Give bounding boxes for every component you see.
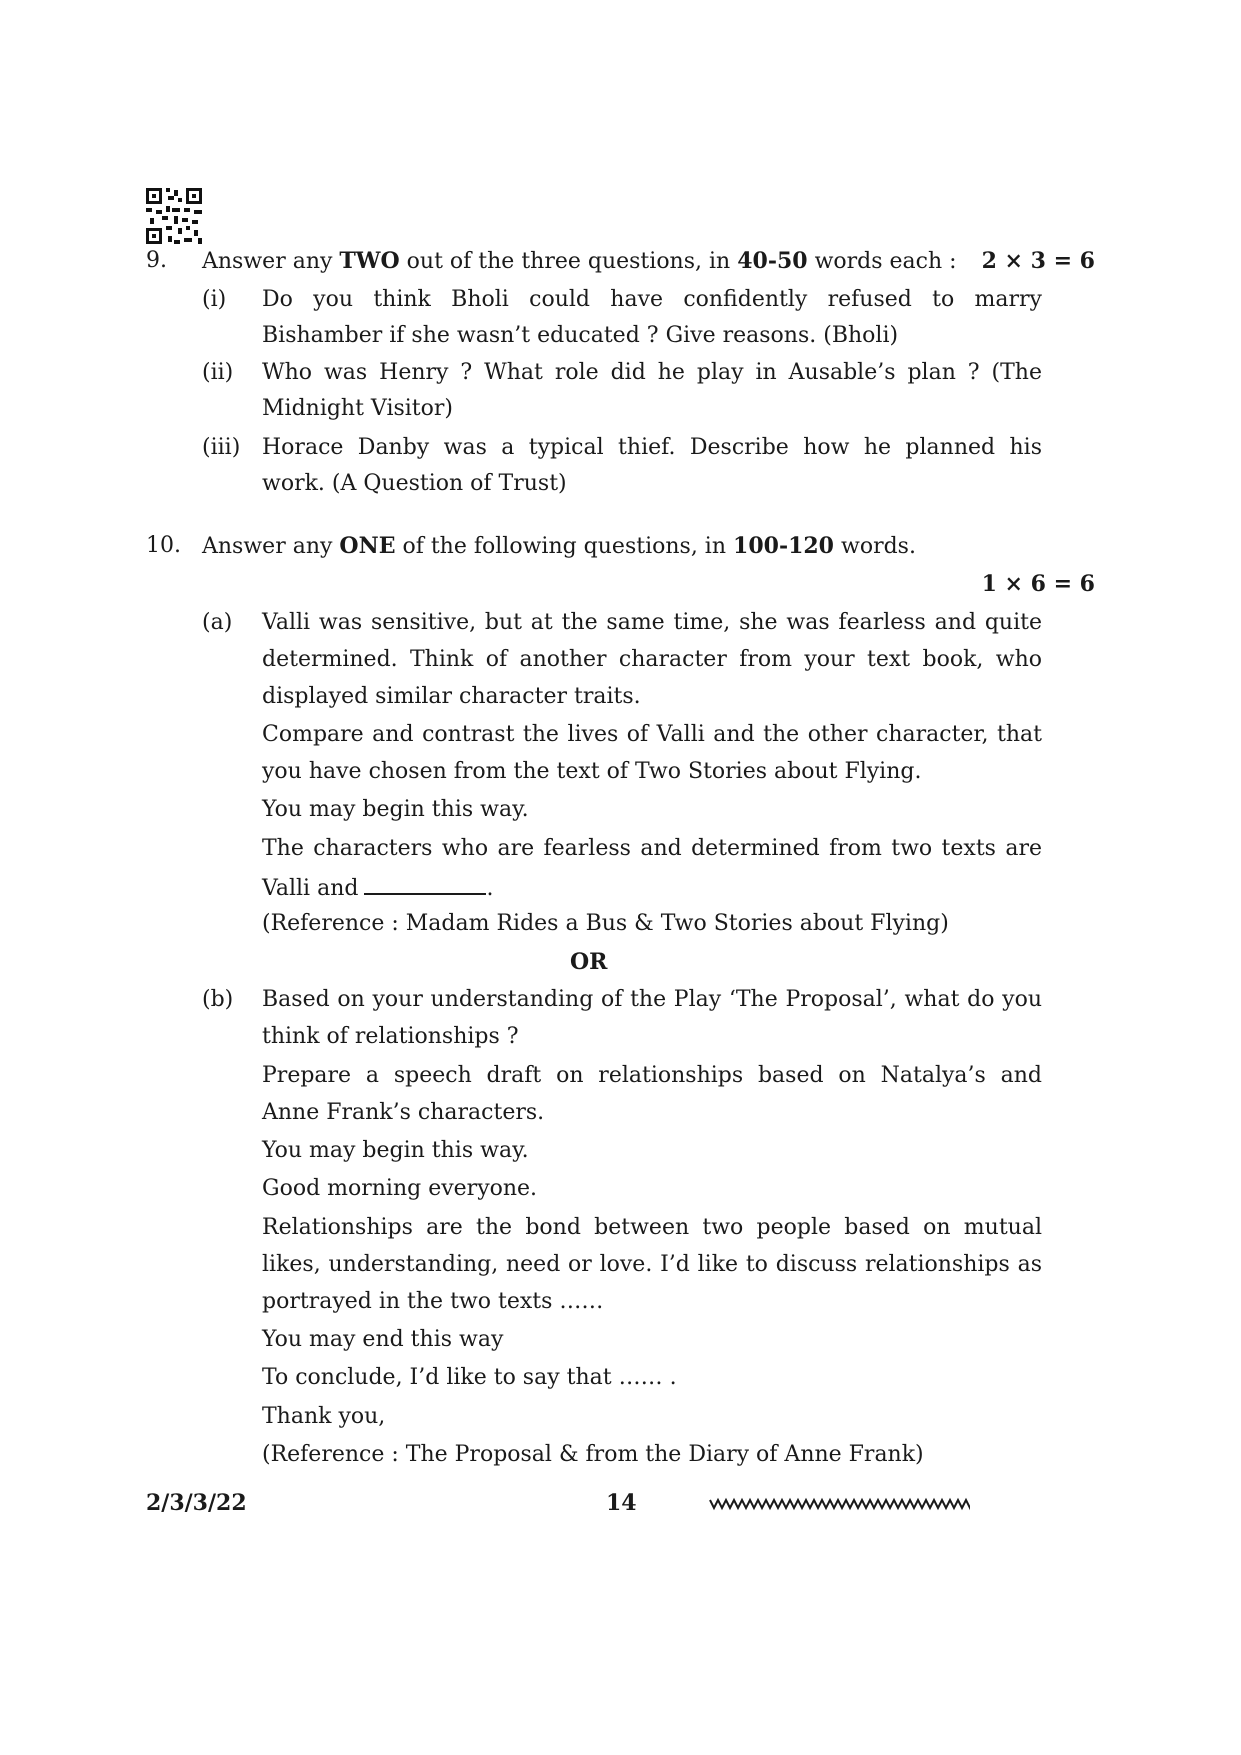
q9-item-label: (iii): [202, 435, 241, 460]
question-9-marks: 2 × 3 = 6: [981, 248, 1095, 274]
page-number: 14: [606, 1490, 637, 1516]
q10-b-reference: (Reference : The Proposal & from the Diary of Anne Frank): [262, 1442, 924, 1467]
q9-item-i-line: Do you think Bholi could have confidently refused to marry: [262, 287, 1042, 312]
question-9-prompt: Answer any TWO out of the three questions, in 40-50 words each :: [202, 248, 957, 274]
q9-item-label: (ii): [202, 360, 234, 385]
q10-b-line: Relationships are the bond between two people based on mutual: [262, 1215, 1042, 1240]
q9-item-ii-line: Midnight Visitor): [262, 396, 453, 421]
q10-a-fill-in-line: Valli and .: [262, 871, 493, 904]
q10-a-line: displayed similar character traits.: [262, 684, 641, 709]
question-10-marks: 1 × 6 = 6: [981, 571, 1095, 597]
q10-b-line: portrayed in the two texts ……: [262, 1289, 604, 1314]
q10-b-line: Prepare a speech draft on relationships based on Natalya’s and: [262, 1063, 1042, 1088]
q10-a-reference: (Reference : Madam Rides a Bus & Two Stories about Flying): [262, 911, 949, 936]
q10-b-line: Anne Frank’s characters.: [262, 1100, 545, 1125]
q10-a-line: Valli was sensitive, but at the same time, she was fearless and quite: [262, 610, 1042, 635]
q10-a-line: The characters who are fearless and determined from two texts are: [262, 836, 1042, 861]
answer-blank: [364, 871, 486, 895]
q10-b-line: To conclude, I’d like to say that …… .: [262, 1365, 677, 1390]
q9-item-iii-line: work. (A Question of Trust): [262, 471, 567, 496]
or-divider: OR: [570, 949, 608, 975]
q10-a-line: You may begin this way.: [262, 797, 529, 822]
qr-code-icon: [146, 188, 202, 244]
q10-b-line: Based on your understanding of the Play ‘The Proposal’, what do you: [262, 987, 1042, 1012]
q9-item-label: (i): [202, 287, 227, 312]
q9-item-ii-line: Who was Henry ? What role did he play in Ausable’s plan ? (The: [262, 360, 1042, 385]
question-10-prompt: Answer any ONE of the following questions, in 100-120 words.: [202, 533, 916, 559]
q9-item-iii-line: Horace Danby was a typical thief. Describe how he planned his: [262, 435, 1042, 460]
q10-a-line: Compare and contrast the lives of Valli and the other character, that: [262, 722, 1042, 747]
q9-item-i-line: Bishamber if she wasn’t educated ? Give reasons. (Bholi): [262, 323, 899, 348]
q10-option-b-label: (b): [202, 987, 234, 1012]
q10-a-line: determined. Think of another character from your text book, who: [262, 647, 1042, 672]
q10-b-line: think of relationships ?: [262, 1024, 519, 1049]
q10-option-a-label: (a): [202, 610, 233, 635]
question-10-number: 10.: [146, 533, 181, 558]
q10-b-line: Thank you,: [262, 1404, 386, 1429]
question-9-number: 9.: [146, 248, 167, 273]
q10-b-line: You may end this way: [262, 1327, 504, 1352]
q10-b-line: You may begin this way.: [262, 1138, 529, 1163]
q10-a-line: you have chosen from the text of Two Stories about Flying.: [262, 759, 922, 784]
q10-b-line: Good morning everyone.: [262, 1176, 538, 1201]
q10-b-line: likes, understanding, need or love. I’d like to discuss relationships as: [262, 1252, 1042, 1277]
paper-code: 2/3/3/22: [146, 1490, 247, 1516]
wavy-line-decoration-icon: [708, 1496, 970, 1512]
